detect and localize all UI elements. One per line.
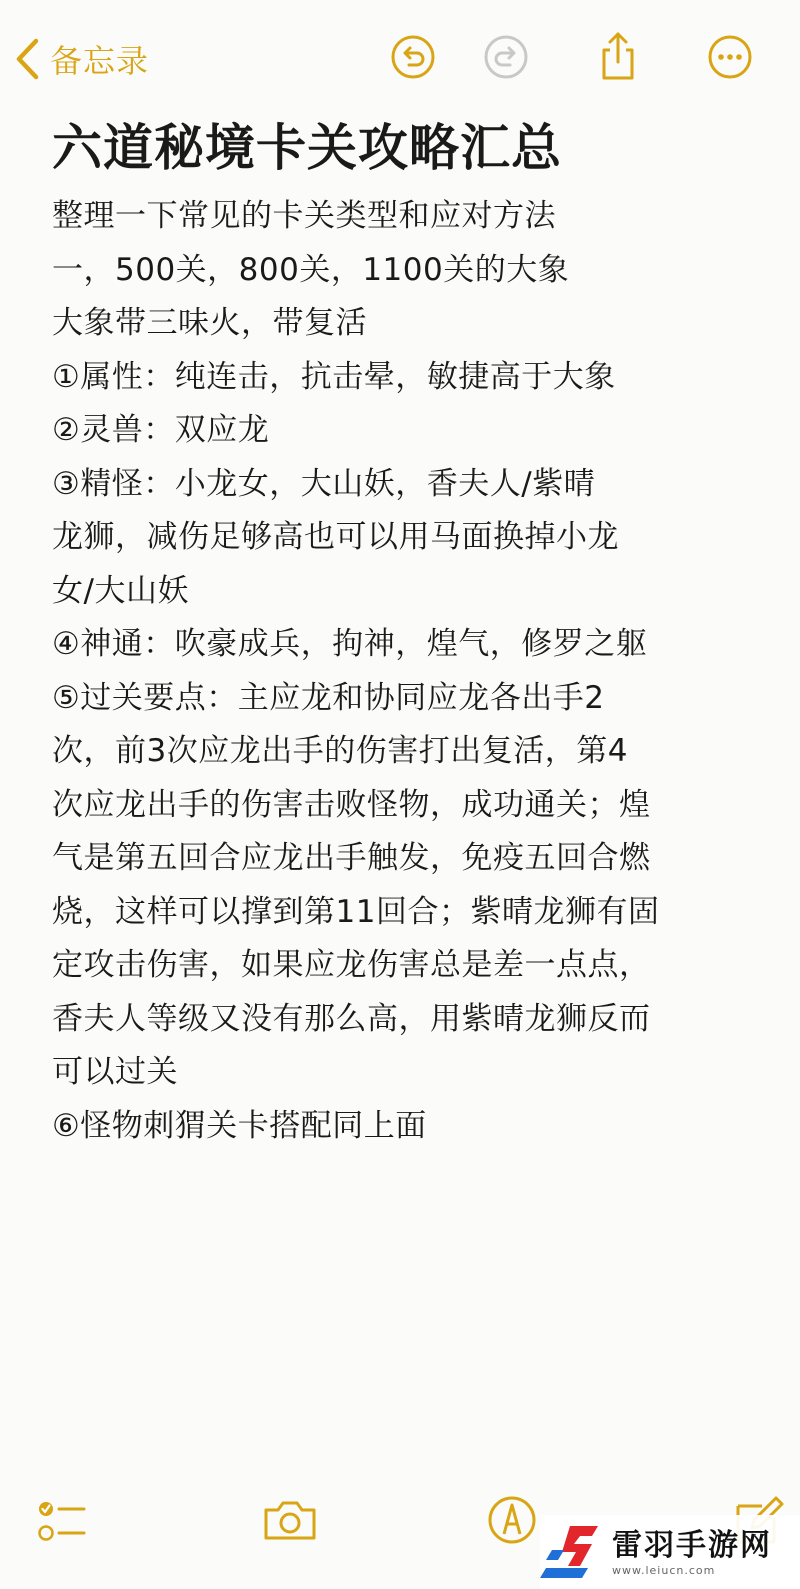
watermark-logo-icon <box>540 1522 604 1582</box>
markup-pen-icon[interactable] <box>484 1492 540 1548</box>
checklist-icon[interactable] <box>34 1492 90 1548</box>
note-line: 龙狮，减伤足够高也可以用马面换掉小龙 <box>52 519 619 555</box>
redo-icon[interactable] <box>482 33 530 81</box>
note-text <box>52 190 752 1153</box>
note-line: ④神通：吹豪成兵，拘神，煌气，修罗之躯 <box>52 626 648 662</box>
note-line: 整理一下常见的卡关类型和应对方法 <box>52 198 556 234</box>
note-line: ②灵兽：双应龙 <box>52 412 270 448</box>
note-line: 定攻击伤害，如果应龙伤害总是差一点点， <box>52 947 651 983</box>
note-line: 烧，这样可以撑到第11回合；紫晴龙狮有固 <box>52 893 660 930</box>
note-line: 次应龙出手的伤害击败怪物，成功通关；煌 <box>52 786 651 823</box>
note-line: ⑤过关要点：主应龙和协同应龙各出手2 <box>52 679 605 716</box>
watermark-domain: www.leiucn.com <box>612 1563 716 1577</box>
note-line: 可以过关 <box>52 1054 178 1090</box>
share-icon[interactable] <box>594 30 642 82</box>
camera-icon[interactable] <box>260 1492 320 1548</box>
note-line: 女/大山妖 <box>52 572 189 609</box>
note-body[interactable] <box>52 112 752 1153</box>
chevron-left-icon <box>14 37 40 81</box>
note-line: 香夫人等级又没有那么高，用紫晴龙狮反而 <box>52 1000 651 1037</box>
back-button-label: 备忘录 <box>50 42 150 80</box>
note-title: 六道秘境卡关攻略汇总 <box>52 119 562 177</box>
note-line: ⑥怪物刺猬关卡搭配同上面 <box>52 1107 427 1144</box>
note-line: 一，500关，800关，1100关的大象 <box>52 251 570 288</box>
note-line: ①属性：纯连击，抗击晕，敏捷高于大象 <box>52 358 616 395</box>
top-navigation-bar <box>0 0 800 110</box>
site-watermark <box>540 1515 800 1589</box>
note-line: 次，前3次应龙出手的伤害打出复活，第4 <box>52 733 628 769</box>
note-line: 气是第五回合应龙出手触发，免疫五回合燃 <box>52 840 651 876</box>
note-line: ③精怪：小龙女，大山妖，香夫人/紫晴 <box>52 465 596 502</box>
watermark-name: 雷羽手游网 <box>612 1527 772 1563</box>
back-button[interactable] <box>14 34 149 84</box>
undo-icon[interactable] <box>389 33 437 81</box>
more-icon[interactable] <box>706 33 754 81</box>
note-line: 大象带三味火，带复活 <box>52 305 367 341</box>
